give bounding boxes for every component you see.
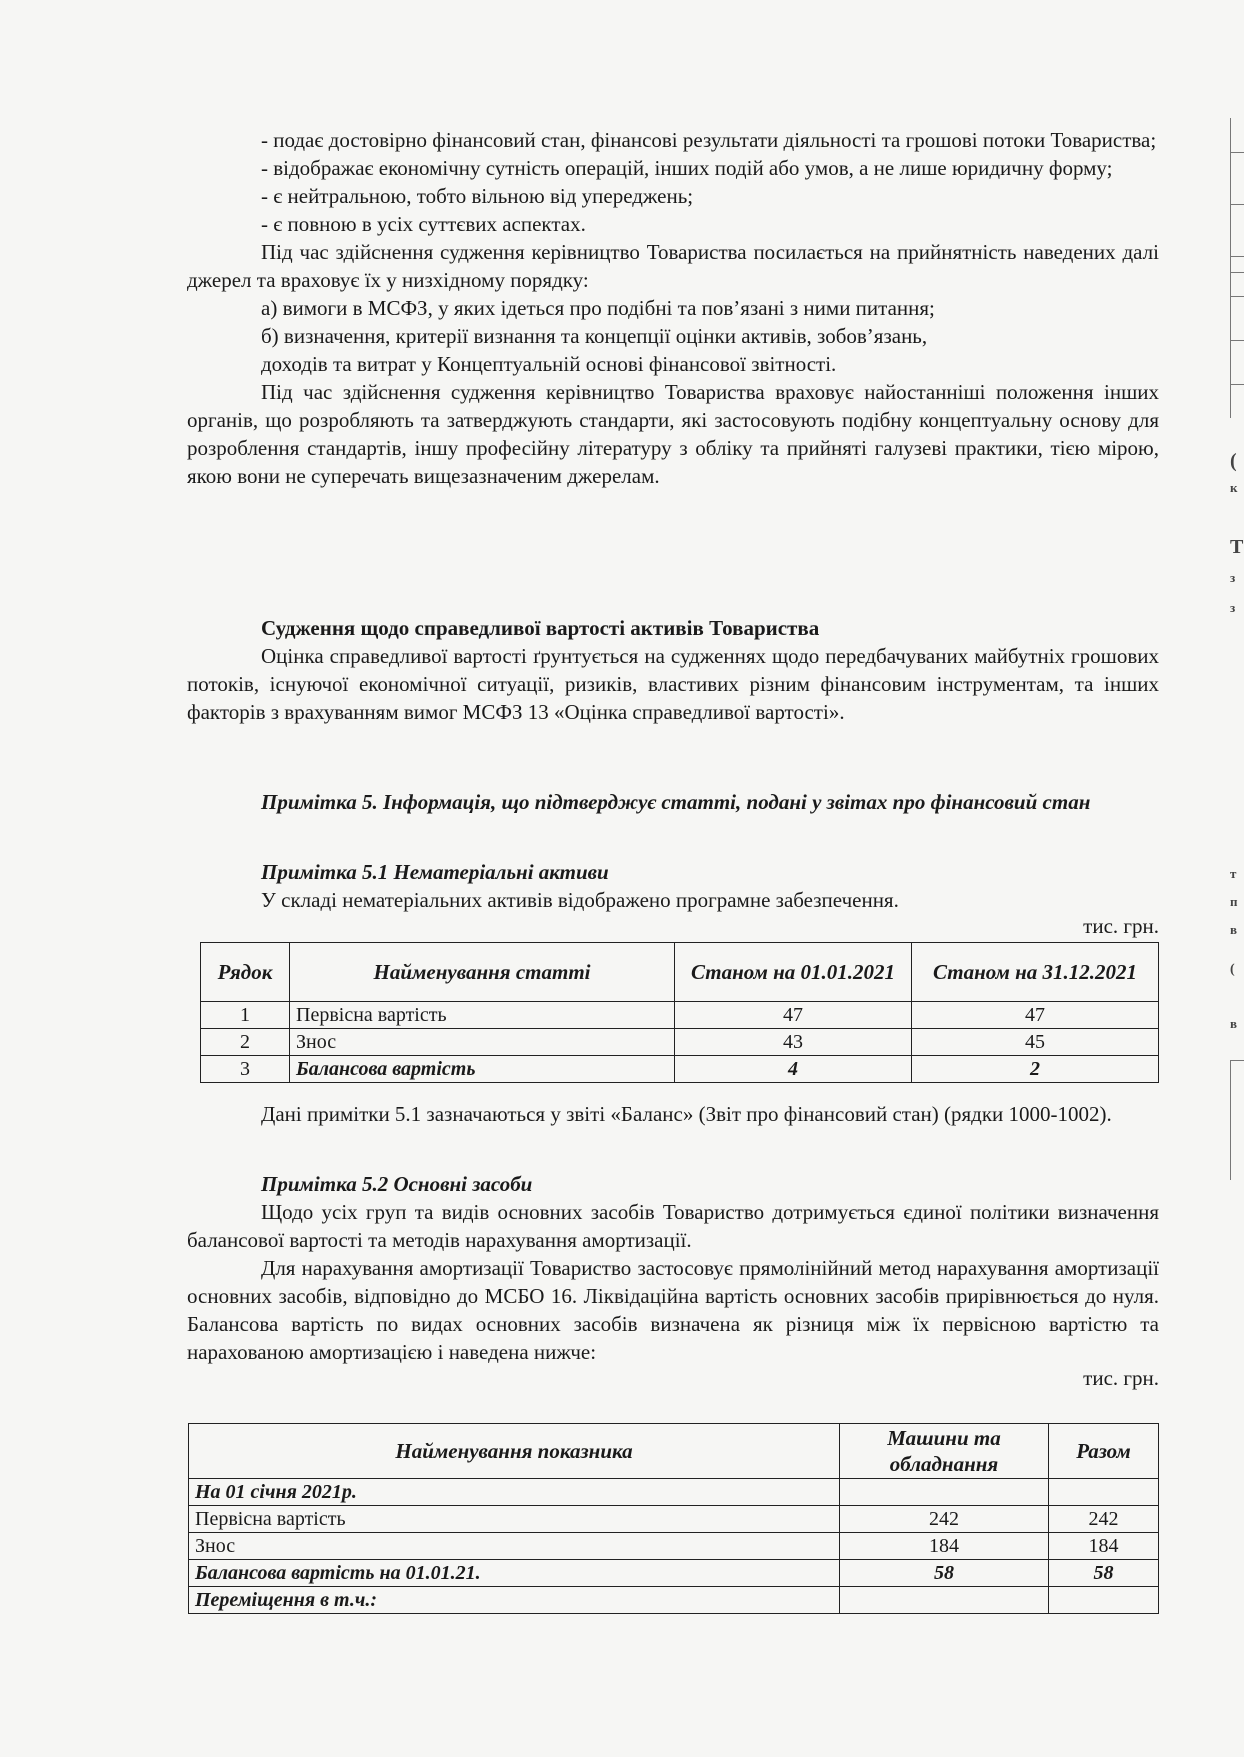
cell: 184 xyxy=(1049,1533,1159,1560)
cell xyxy=(840,1587,1049,1614)
header-cell: Станом на 31.12.2021 xyxy=(912,943,1159,1002)
table-row xyxy=(189,1506,1159,1533)
cell: 1 xyxy=(201,1002,290,1029)
cell: 58 xyxy=(840,1560,1049,1587)
cell: 242 xyxy=(840,1506,1049,1533)
cell: 184 xyxy=(840,1533,1049,1560)
edge-char: к xyxy=(1230,480,1238,495)
note52-paragraph-2: Для нарахування амортизації Товариство застосовує прямолінійний метод нарахування амортизації основних засобів, відповідно до МСБО 16. Ліквідаційна вартість основних засобів прирівнюється до нуля. Балансова вартість по видах основних засобів визначена як різниця між їх первісною вартістю та нарахованою амортизацією і наведена нижче: xyxy=(187,1256,1159,1364)
judgment-item-a: а) вимоги в МСФЗ, у яких ідеться про подібні та пов’язані з ними питання; xyxy=(261,296,935,320)
note52-paragraph-1: Щодо усіх груп та видів основних засобів Товариство дотримується єдиної політики визначення балансової вартості та методів нарахування амортизації. xyxy=(187,1200,1159,1252)
header-cell: Рядок xyxy=(201,943,290,1002)
edge-char: ( xyxy=(1230,450,1237,472)
unit-label: тис. грн. xyxy=(1083,1366,1159,1390)
cell: 242 xyxy=(1049,1506,1159,1533)
cell: 43 xyxy=(675,1029,912,1056)
cell xyxy=(1049,1587,1159,1614)
table-row xyxy=(201,1002,1159,1029)
header-cell: Найменування статті xyxy=(290,943,675,1002)
edge-char: ( xyxy=(1230,962,1235,977)
cell: Переміщення в т.ч.: xyxy=(189,1587,840,1614)
cell: Первісна вартість xyxy=(290,1002,675,1029)
cell: 45 xyxy=(912,1029,1159,1056)
adjacent-page-edge-text xyxy=(1230,450,1244,630)
table-header-row xyxy=(189,1424,1159,1479)
intangible-assets-table xyxy=(200,942,1159,1083)
table-row xyxy=(189,1560,1159,1587)
adjacent-page-edge-text-2 xyxy=(1230,866,1244,986)
edge-char: п xyxy=(1230,894,1238,909)
note51-block xyxy=(187,858,1159,938)
judgment-paragraph-2: Під час здійснення судження керівництво Товариства враховує найостанніші положення інших органів, що розробляють та затверджують стандарти, які застосовують подібну концептуальну основу для розроблення стандартів, іншу професійну літературу з обліку та прийняті галузеві практики, тією мірою, якою вони не суперечать вищезазначеним джерелам. xyxy=(187,380,1159,488)
adjacent-page-edge-3 xyxy=(1230,1016,1244,1186)
note51-paragraph: У складі нематеріальних активів відображено програмне забезпечення. xyxy=(261,888,899,912)
cell xyxy=(840,1479,1049,1506)
cell: Балансова вартість xyxy=(290,1056,675,1083)
judgment-item-b-cont: доходів та витрат у Концептуальній основі фінансової звітності. xyxy=(261,352,837,376)
header-cell: Найменування показника xyxy=(189,1424,840,1479)
adjacent-page-edge xyxy=(1230,118,1244,418)
note51-after-block xyxy=(187,1100,1159,1128)
intro-item: - подає достовірно фінансовий стан, фінансові результати діяльності та грошові потоки Товариства; xyxy=(261,128,1157,152)
note51-heading: Примітка 5.1 Нематеріальні активи xyxy=(261,860,609,884)
table-row xyxy=(189,1479,1159,1506)
note52-heading: Примітка 5.2 Основні засоби xyxy=(261,1172,533,1196)
edge-char: в xyxy=(1230,922,1238,937)
unit-label: тис. грн. xyxy=(1083,914,1159,938)
fair-value-heading: Судження щодо справедливої вартості активів Товариства xyxy=(261,616,820,640)
note5-block xyxy=(187,788,1159,816)
cell: Первісна вартість xyxy=(189,1506,840,1533)
note51-after-paragraph: Дані примітки 5.1 зазначаються у звіті «Баланс» (Звіт про фінансовий стан) (рядки 1000-1002). xyxy=(261,1102,1112,1126)
note5-heading: Примітка 5. Інформація, що підтверджує статті, подані у звітах про фінансовий стан xyxy=(261,790,1091,814)
cell: 47 xyxy=(912,1002,1159,1029)
cell: Знос xyxy=(290,1029,675,1056)
intro-block xyxy=(187,126,1159,490)
table-row xyxy=(201,1056,1159,1083)
edge-char: в xyxy=(1230,1016,1238,1031)
table-row xyxy=(189,1533,1159,1560)
intro-item: - є повною в усіх суттєвих аспектах. xyxy=(261,212,586,236)
table-row xyxy=(189,1587,1159,1614)
edge-char: з xyxy=(1230,600,1236,615)
cell: Балансова вартість на 01.01.21. xyxy=(189,1560,840,1587)
cell: 2 xyxy=(912,1056,1159,1083)
cell: На 01 січня 2021р. xyxy=(189,1479,840,1506)
cell xyxy=(1049,1479,1159,1506)
intro-item: - є нейтральною, тобто вільною від упереджень; xyxy=(261,184,694,208)
note52-block xyxy=(187,1170,1159,1390)
table-header-row xyxy=(201,943,1159,1002)
intro-item: - відображає економічну сутність операцій, інших подій або умов, а не лише юридичну форму; xyxy=(261,156,1113,180)
cell: 4 xyxy=(675,1056,912,1083)
fair-value-paragraph: Оцінка справедливої вартості ґрунтується на судженнях щодо передбачуваних майбутніх грошових потоків, існуючої економічної ситуації, ризиків, властивих різним фінансовим інструментам, та інших факторів з врахуванням вимог МСФЗ 13 «Оцінка справедливої вартості». xyxy=(187,644,1159,724)
cell: 47 xyxy=(675,1002,912,1029)
edge-char: т xyxy=(1230,866,1237,881)
header-cell: Станом на 01.01.2021 xyxy=(675,943,912,1002)
fair-value-block xyxy=(187,614,1159,726)
fixed-assets-table xyxy=(188,1423,1159,1614)
header-cell: Разом xyxy=(1049,1424,1159,1479)
cell: 2 xyxy=(201,1029,290,1056)
cell: Знос xyxy=(189,1533,840,1560)
edge-char: з xyxy=(1230,570,1236,585)
judgment-paragraph: Під час здійснення судження керівництво Товариства посилається на прийнятність наведених далі джерел та враховує їх у низхідному порядку: xyxy=(187,240,1159,292)
header-cell: Машини та обладнання xyxy=(840,1424,1049,1479)
cell: 58 xyxy=(1049,1560,1159,1587)
cell: 3 xyxy=(201,1056,290,1083)
table-row xyxy=(201,1029,1159,1056)
edge-char: Т xyxy=(1230,536,1244,558)
judgment-item-b: б) визначення, критерії визнання та концепції оцінки активів, зобов’язань, xyxy=(261,324,928,348)
